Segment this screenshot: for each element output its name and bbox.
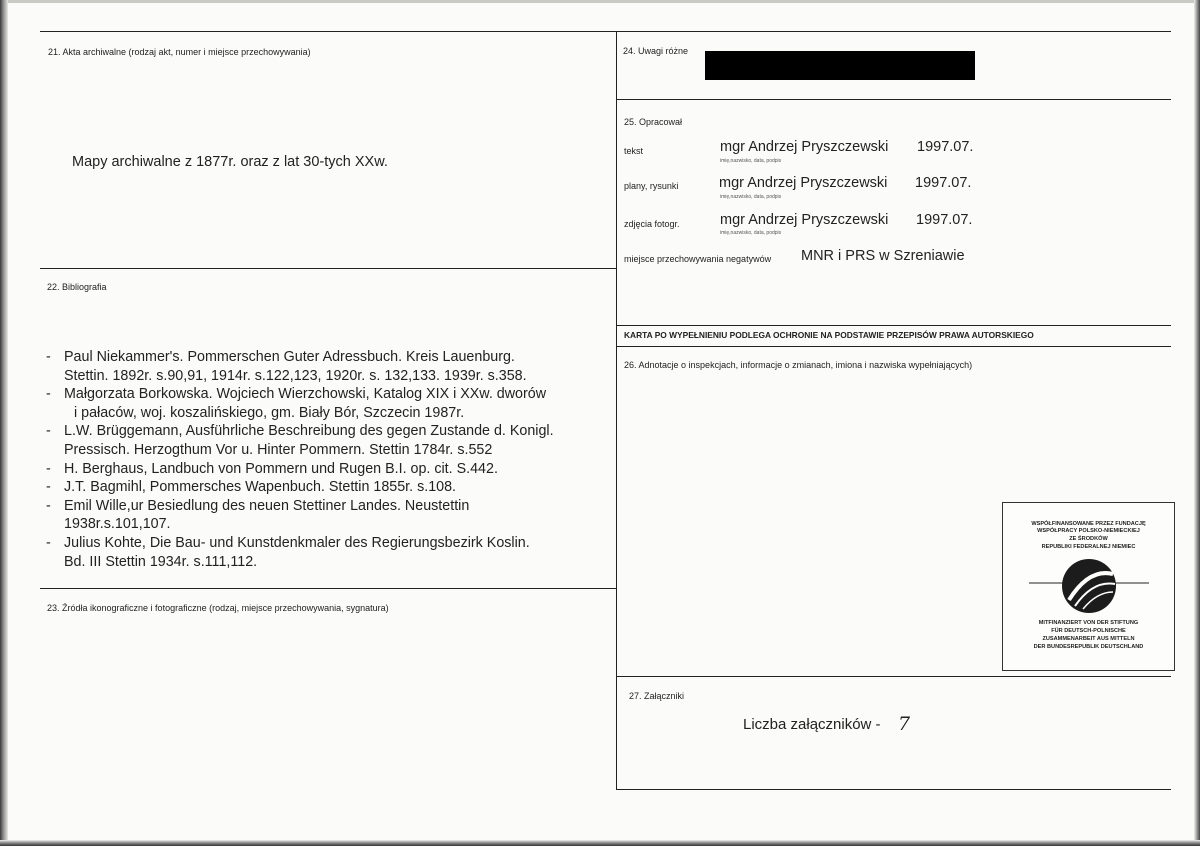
- section-25-label: 25. Opracował: [624, 117, 683, 127]
- bibliography-entry: [46, 497, 616, 516]
- section-24-label: 24. Uwagi różne: [623, 46, 689, 56]
- author-name: mgr Andrzej Pryszczewski: [720, 212, 889, 228]
- paper-edge-left: [0, 0, 8, 846]
- list-dash: -: [46, 349, 51, 365]
- section-21-content: Mapy archiwalne z 1877r. oraz z lat 30-tych XXw.: [72, 154, 388, 170]
- rule-22-23: [40, 588, 616, 589]
- rule-copyright-26: [616, 346, 1171, 347]
- section-22-label: 22. Bibliografia: [47, 282, 107, 292]
- signature-sublabel: imię,nazwisko, data, podpis: [720, 194, 782, 200]
- row-label-text: tekst: [624, 146, 644, 156]
- stamp-text-pl: WSPÓŁFINANSOWANE PRZEZ FUNDACJĘ: [1031, 521, 1146, 527]
- rule-25-copyright: [616, 325, 1171, 326]
- rule-bottom-right: [616, 789, 1171, 790]
- copyright-notice: KARTA PO WYPEŁNIENIU PODLEGA OCHRONIE NA PODSTAWIE PRZEPISÓW PRAWA AUTORSKIEGO: [624, 330, 1034, 340]
- stamp-text-de: DER BUNDESREPUBLIK DEUTSCHLAND: [1033, 644, 1144, 650]
- entry-line: i pałaców, woj. koszalińskiego, gm. Biały Bór, Szczecin 1987r.: [74, 404, 465, 421]
- section-27-label: 27. Załączniki: [629, 691, 685, 701]
- row-label-photos: zdjęcia fotogr.: [624, 219, 680, 229]
- row-label-plans: plany, rysunki: [624, 181, 679, 191]
- author-name: mgr Andrzej Pryszczewski: [719, 175, 888, 191]
- author-name: mgr Andrzej Pryszczewski: [720, 139, 889, 155]
- paper-edge-top: [0, 0, 1200, 3]
- section-23-label: 23. Źródła ikonograficzne i fotograficzne (rodzaj, miejsce przechowywania, sygnatura): [47, 603, 389, 613]
- entry-line: Paul Niekammer's. Pommerschen Guter Adressbuch. Kreis Lauenburg.: [64, 349, 515, 365]
- rule-26-27: [616, 676, 1171, 677]
- paper-edge-right: [1194, 0, 1200, 846]
- funding-stamp: [1002, 502, 1175, 671]
- signature-sublabel: imię,nazwisko, data, podpis: [720, 230, 782, 236]
- negatives-value: MNR i PRS w Szreniawie: [801, 248, 965, 264]
- entry-line: L.W. Brüggemann, Ausführliche Beschreibung des gegen Zustande d. Konigl.: [64, 423, 554, 440]
- list-dash: -: [46, 460, 51, 477]
- foundation-logo-icon: [1003, 556, 1174, 620]
- stamp-text-de: MITFINANZIERT VON DER STIFTUNG: [1038, 620, 1139, 626]
- list-dash: -: [46, 534, 51, 551]
- list-dash: -: [46, 479, 51, 496]
- entry-line: Małgorzata Borkowska. Wojciech Wierzchowski, Katalog XIX i XXw. dworów: [64, 386, 547, 403]
- stamp-text-pl: REPUBLIKI FEDERALNEJ NIEMIEC: [1041, 544, 1136, 550]
- attachments-count: 7: [898, 713, 911, 735]
- author-date: 1997.07.: [916, 212, 973, 228]
- bibliography-entry: [46, 348, 616, 367]
- section-21-label: 21. Akta archiwalne (rodzaj akt, numer i miejsce przechowywania): [48, 47, 311, 57]
- author-date: 1997.07.: [917, 139, 974, 155]
- paper-edge-bottom: [0, 840, 1200, 846]
- stamp-text-de: ZUSAMMENARBEIT AUS MITTELN: [1042, 636, 1135, 642]
- entry-line: 1938r.s.101,107.: [64, 516, 171, 533]
- entry-line: H. Berghaus, Landbuch von Pommern und Rugen B.I. op. cit. S.442.: [64, 460, 498, 477]
- entry-line: J.T. Bagmihl, Pommersches Wapenbuch. Stettin 1855r. s.108.: [64, 479, 457, 496]
- bibliography-entry: [46, 385, 616, 404]
- rule-21-22: [40, 268, 616, 269]
- bibliography-entry: [46, 460, 616, 479]
- bibliography-list: [46, 348, 616, 571]
- rule-24-25: [616, 99, 1171, 100]
- bibliography-entry: [46, 478, 616, 497]
- list-dash: -: [46, 497, 51, 514]
- entry-line: Stettin. 1892r. s.90,91, 1914r. s.122,123, 1920r. s. 132,133. 1939r. s.358.: [64, 367, 527, 384]
- stamp-text-pl: WSPÓŁPRACY POLSKO-NIEMIECKIEJ: [1037, 528, 1140, 534]
- list-dash: -: [46, 423, 51, 440]
- redaction-bar: [705, 51, 975, 80]
- entry-line: Julius Kohte, Die Bau- und Kunstdenkmaler des Regierungsbezirk Koslin.: [64, 534, 530, 551]
- bibliography-entry: [46, 534, 616, 553]
- signature-sublabel: imię,nazwisko, data, podpis: [720, 158, 782, 164]
- top-rule: [40, 31, 1171, 32]
- bibliography-entry: [46, 422, 616, 441]
- entry-line: Emil Wille,ur Besiedlung des neuen Stettiner Landes. Neustettin: [64, 497, 470, 514]
- entry-line: Pressisch. Herzogthum Vor u. Hinter Pommern. Stettin 1784r. s.552: [64, 441, 493, 458]
- stamp-text-pl: ZE ŚRODKÓW: [1069, 536, 1108, 542]
- negatives-label: miejsce przechowywania negatywów: [624, 254, 772, 264]
- attachments-count-label: Liczba załączników -: [743, 716, 881, 733]
- list-dash: -: [46, 386, 51, 403]
- section-26-label: 26. Adnotacje o inspekcjach, informacje o zmianach, imiona i nazwiska wypełniających): [624, 360, 973, 370]
- stamp-text-de: FÜR DEUTSCH-POLNISCHE: [1051, 628, 1126, 634]
- author-date: 1997.07.: [915, 175, 972, 191]
- entry-line: Bd. III Stettin 1934r. s.111,112.: [64, 553, 258, 570]
